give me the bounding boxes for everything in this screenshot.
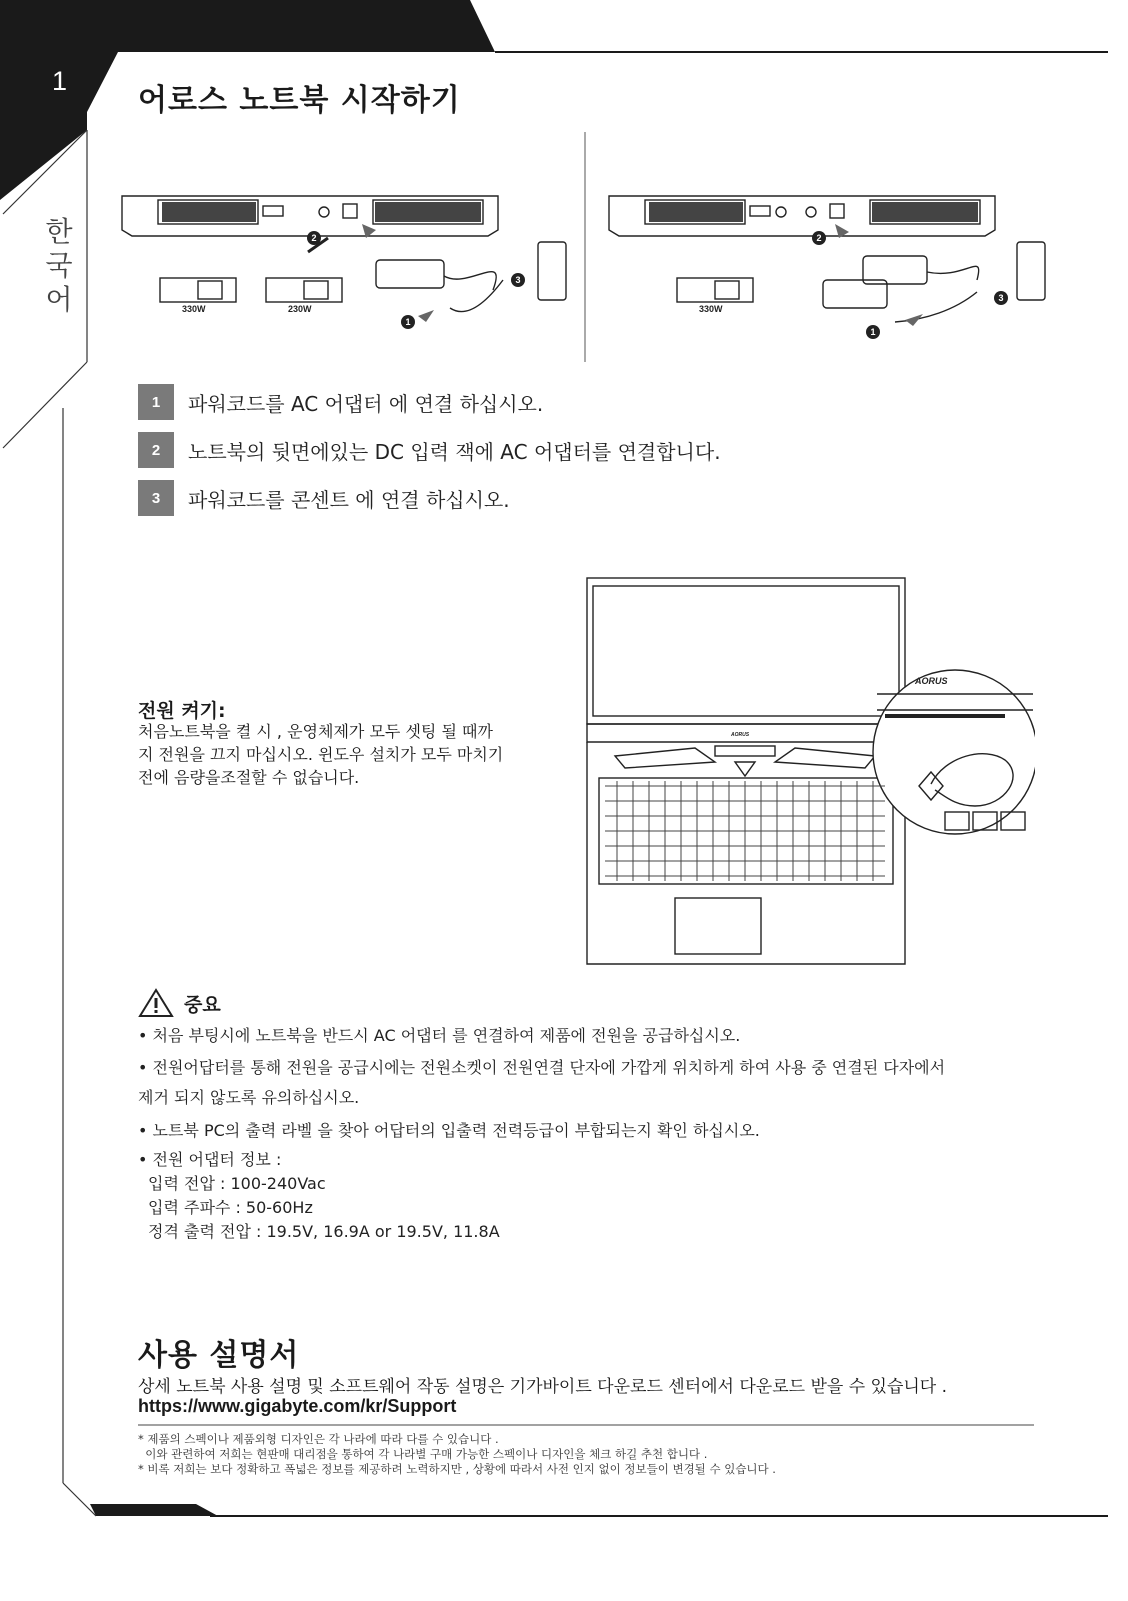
page-number: 1 <box>52 66 68 96</box>
adapter-label-330w: 330W <box>182 304 206 314</box>
important-bullet-2: • 전원어답터를 통해 전원을 공급시에는 전원소켓이 전원연결 단자에 가깝게 위치하게 하여 사용 중 연결된 다자에서 <box>138 1058 946 1077</box>
step-number: 3 <box>138 480 174 516</box>
laptop-power-button-figure <box>585 576 1035 968</box>
callout-1-dual: 1 <box>870 327 876 337</box>
rear-connection-figure-single <box>118 180 578 350</box>
power-on-body: 처음노트북을 켤 시 , 운영체제가 모두 셋팅 될 때까 지 전원을 끄지 마십시오. 윈도우 설치가 모두 마치기 전에 음량을조절할 수 없습니다. <box>138 722 504 787</box>
warning-icon <box>138 988 174 1018</box>
important-title: 중요 <box>184 994 221 1016</box>
step-2 <box>138 432 721 468</box>
footnote-1: * 제품의 스펙이나 제품외형 디자인은 각 나라에 따라 다를 수 있습니다 . <box>138 1432 499 1446</box>
step-number: 2 <box>138 432 174 468</box>
important-bullet-3: • 노트북 PC의 출력 라벨 을 찾아 어답터의 입출력 전력등급이 부합되는지 확인 하십시오. <box>138 1121 760 1140</box>
step-3 <box>138 480 510 516</box>
callout-1: 1 <box>405 317 411 327</box>
spec-input-frequency: 입력 주파수 : 50-60Hz <box>148 1198 313 1217</box>
manual-title: 사용 설명서 <box>138 1338 300 1373</box>
footnote-2: 이와 관련하여 저희는 현판매 대리점을 통하여 각 나라별 구매 가능한 스펙이나 디자인을 체크 하길 추천 합니다 . <box>138 1447 708 1461</box>
step-text: 파워코드를 AC 어댑터 에 연결 하십시오. <box>188 391 544 416</box>
power-on-title: 전원 켜기: <box>138 700 226 722</box>
spec-output-voltage: 정격 출력 전압 : 19.5V, 16.9A or 19.5V, 11.8A <box>148 1222 500 1241</box>
manual-body: 상세 노트북 사용 설명 및 소프트웨어 작동 설명은 기가바이트 다운로드 센터에서 다운로드 받을 수 있습니다 . <box>138 1377 948 1397</box>
adapter-label-330w-dual: 330W <box>699 304 723 314</box>
brand-logo-zoom: AORUS <box>915 676 948 686</box>
step-text: 노트북의 뒷면에있는 DC 입력 잭에 AC 어댑터를 연결합니다. <box>188 439 721 464</box>
important-bullet-4: • 전원 어댑터 정보 : <box>138 1150 282 1169</box>
callout-2: 2 <box>311 233 317 243</box>
callout-3-dual: 3 <box>998 293 1004 303</box>
callout-3: 3 <box>515 275 521 285</box>
support-link[interactable]: https://www.gigabyte.com/kr/Support <box>138 1396 457 1416</box>
footnote-3: * 비록 저희는 보다 정확하고 폭넓은 정보를 제공하려 노력하지만 , 상황에 따라서 사전 인지 없이 정보들이 변경될 수 있습니다 . <box>138 1462 776 1476</box>
important-bullet-1: • 처음 부팅시에 노트북을 반드시 AC 어댑터 를 연결하여 제품에 전원을 공급하십시오. <box>138 1026 741 1045</box>
important-bullet-2-cont: 제거 되지 않도록 유의하십시오. <box>138 1088 360 1107</box>
adapter-label-230w: 230W <box>288 304 312 314</box>
callout-2-dual: 2 <box>816 233 822 243</box>
step-1 <box>138 384 543 420</box>
side-language-label: 한 국 어 <box>45 215 73 316</box>
step-text: 파워코드를 콘센트 에 연결 하십시오. <box>188 487 510 512</box>
rear-connection-figure-dual <box>605 180 1055 350</box>
brand-logo: AORUS <box>731 732 750 738</box>
page-title: 어로스 노트북 시작하기 <box>138 83 461 118</box>
spec-input-voltage: 입력 전압 : 100-240Vac <box>148 1174 326 1193</box>
step-number: 1 <box>138 384 174 420</box>
